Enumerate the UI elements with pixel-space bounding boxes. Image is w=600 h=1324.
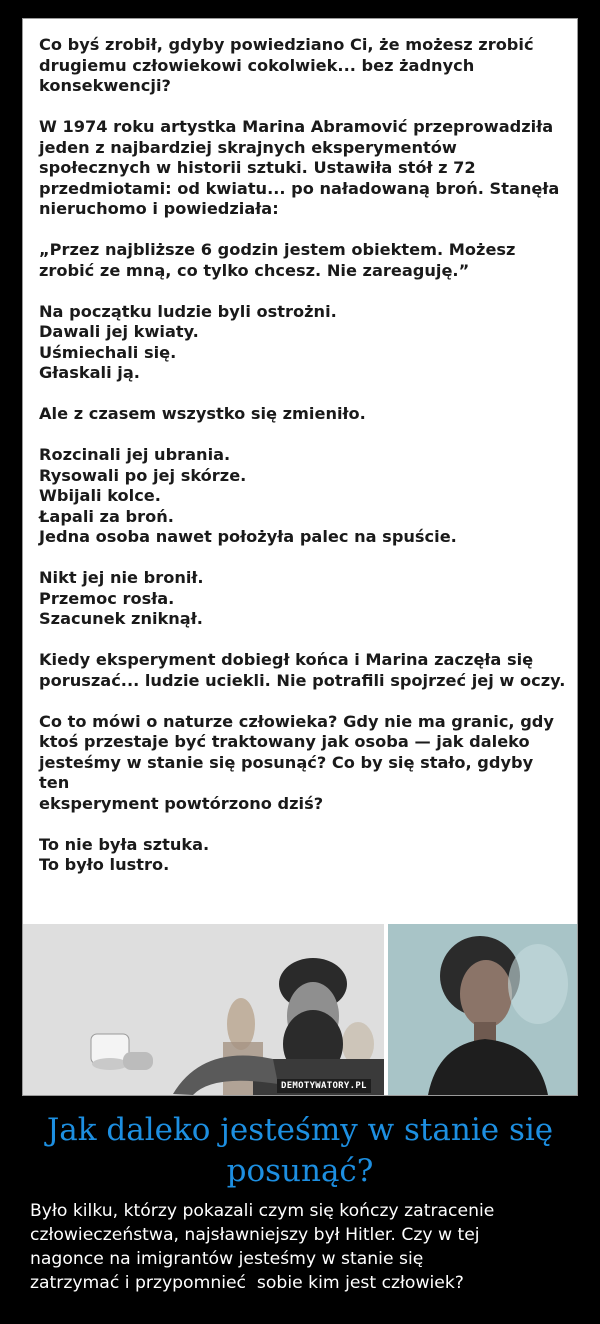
paragraph-nobody xyxy=(39,568,569,630)
text-line: drugiemu człowiekowi cokolwiek... bez żadnych xyxy=(39,55,475,75)
text-line: Głaskali ją. xyxy=(39,363,140,382)
paragraph-quote xyxy=(39,240,569,281)
demotivator-title xyxy=(30,1110,570,1192)
text-line: poruszać... ludzie uciekli. Nie potrafili spojrzeć jej w oczy. xyxy=(39,670,566,690)
text-line: Rozcinali jej ubrania. xyxy=(39,445,231,464)
text-line: To nie była sztuka. xyxy=(39,834,210,854)
paragraph-violence xyxy=(39,445,569,548)
post-text xyxy=(39,35,569,896)
text-line: „Przez najbliższe 6 godzin jestem obiektem. Możesz xyxy=(39,240,516,259)
text-line: Co to mówi o naturze człowieka? Gdy nie ma granic, gdy xyxy=(39,711,554,731)
paragraph-change xyxy=(39,404,569,425)
photo-strip xyxy=(23,924,577,1095)
text-line: konsekwencji? xyxy=(39,76,171,95)
text-line: Rysowali po jej skórze. xyxy=(39,465,247,485)
text-line: Na początku ludzie byli ostrożni. xyxy=(39,301,337,321)
photo-marina-illustration xyxy=(388,924,577,1095)
demotivator-description xyxy=(30,1199,578,1295)
text-line: Co byś zrobił, gdyby powiedziano Ci, że możesz zrobić xyxy=(39,35,534,54)
description-line: człowieczeństwa, najsławniejszy był Hitler. Czy w tej xyxy=(30,1225,480,1245)
text-line: Uśmiechali się. xyxy=(39,342,177,362)
text-line: eksperyment powtórzono dziś? xyxy=(39,793,324,813)
description-line: nagonce na imigrantów jesteśmy w stanie się xyxy=(30,1249,424,1269)
text-line: Kiedy eksperyment dobiegł końca i Marina zaczęła się xyxy=(39,650,534,669)
text-line: Jedna osoba nawet położyła palec na spuście. xyxy=(39,527,457,546)
text-line: nieruchomo i powiedziała: xyxy=(39,199,279,218)
text-line: ktoś przestaje być traktowany jak osoba — jak daleko xyxy=(39,732,530,751)
text-line: zrobić ze mną, co tylko chcesz. Nie zareaguję.” xyxy=(39,260,470,280)
post-card xyxy=(23,19,577,1095)
title-line: Jak daleko jesteśmy w stanie się xyxy=(46,1112,554,1148)
watermark: DEMOTYWATORY.PL xyxy=(277,1079,371,1093)
paragraph-question xyxy=(39,712,569,815)
text-line: Ale z czasem wszystko się zmieniło. xyxy=(39,404,366,423)
paragraph-beginning xyxy=(39,302,569,384)
paragraph-mirror xyxy=(39,835,569,876)
photo-marina xyxy=(388,924,577,1095)
text-line: Szacunek zniknął. xyxy=(39,609,203,628)
text-line: Nikt jej nie bronił. xyxy=(39,568,204,587)
text-line: W 1974 roku artystka Marina Abramović przeprowadziła xyxy=(39,117,554,136)
text-line: Przemoc rosła. xyxy=(39,588,175,608)
text-line: Łapali za broń. xyxy=(39,506,174,526)
paragraph-end xyxy=(39,650,569,691)
text-line: przedmiotami: od kwiatu... po naładowaną broń. Stanęła xyxy=(39,178,560,198)
paragraph-intro xyxy=(39,35,569,97)
text-line: To było lustro. xyxy=(39,855,170,874)
photo-bearded-man-illustration xyxy=(23,924,384,1095)
text-line: społecznych w historii sztuki. Ustawiła stół z 72 xyxy=(39,158,476,177)
text-line: Wbijali kolce. xyxy=(39,486,161,505)
description-line: Było kilku, którzy pokazali czym się kończy zatracenie xyxy=(30,1201,495,1221)
title-line: posunąć? xyxy=(226,1153,374,1189)
text-line: jesteśmy w stanie się posunąć? Co by się stało, gdyby ten xyxy=(39,752,534,792)
paragraph-experiment xyxy=(39,117,569,220)
text-line: jeden z najbardziej skrajnych eksperymentów xyxy=(39,137,457,157)
description-line: zatrzymać i przypomnieć sobie kim jest człowiek? xyxy=(30,1273,464,1293)
photo-bearded-man xyxy=(23,924,384,1095)
text-line: Dawali jej kwiaty. xyxy=(39,322,199,341)
